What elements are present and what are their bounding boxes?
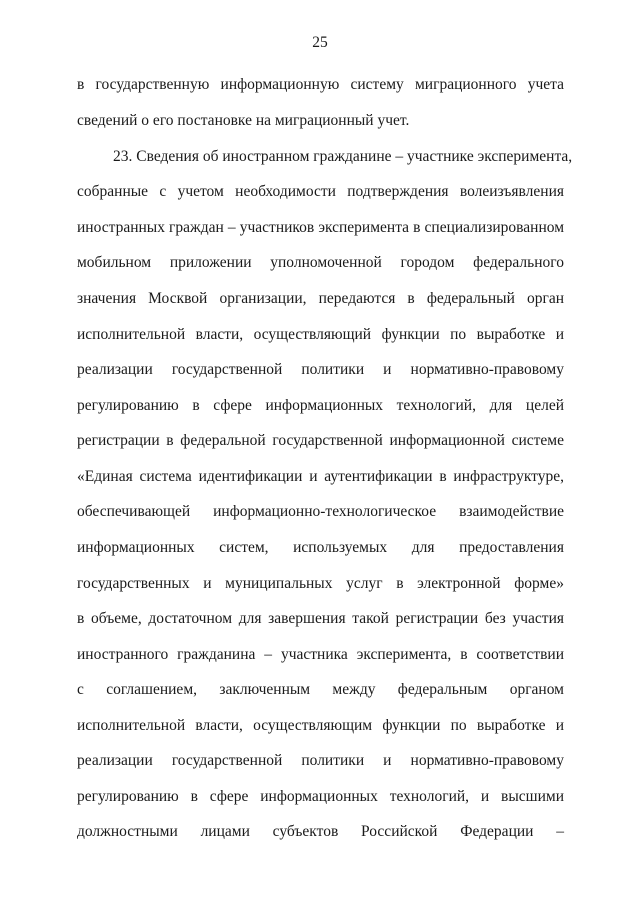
text-line: в государственную информационную систему миграционного учета [77,76,564,93]
text-line: обеспечивающей информационно-технологическое взаимодействие [77,503,564,520]
text-line: сведений о его постановке на миграционный учет. [77,112,410,129]
text-line: исполнительной власти, осуществляющим функции по выработке и [77,717,564,734]
text-line: собранные с учетом необходимости подтверждения волеизъявления [77,183,564,200]
text-line: значения Москвой организации, передаются в федеральный орган [77,290,564,307]
page-number: 25 [312,34,328,51]
text-line: реализации государственной политики и нормативно-правовому [77,361,564,378]
text-line: с соглашением, заключенным между федеральным органом [77,681,564,698]
text-line: регулированию в сфере информационных технологий, для целей [77,397,564,414]
text-line: мобильном приложении уполномоченной городом федерального [77,254,564,271]
text-line: регулированию в сфере информационных технологий, и высшими [77,788,564,805]
text-line: государственных и муниципальных услуг в электронной форме» [77,575,564,592]
text-line: «Единая система идентификации и аутентификации в инфраструктуре, [77,468,564,485]
text-line: иностранных граждан – участников эксперимента в специализированном [77,219,564,236]
text-line: исполнительной власти, осуществляющий функции по выработке и [77,326,564,343]
text-line: регистрации в федеральной государственной информационной системе [77,432,564,449]
text-line: информационных систем, используемых для предоставления [77,539,564,556]
text-line: в объеме, достаточном для завершения такой регистрации без участия [77,610,564,627]
text-line: реализации государственной политики и нормативно-правовому [77,752,564,769]
text-line: иностранного гражданина – участника эксперимента, в соответствии [77,646,564,663]
text-line: должностными лицами субъектов Российской Федерации – [77,823,564,840]
paragraph-first-line: 23. Сведения об иностранном гражданине – участнике эксперимента, [113,148,573,165]
